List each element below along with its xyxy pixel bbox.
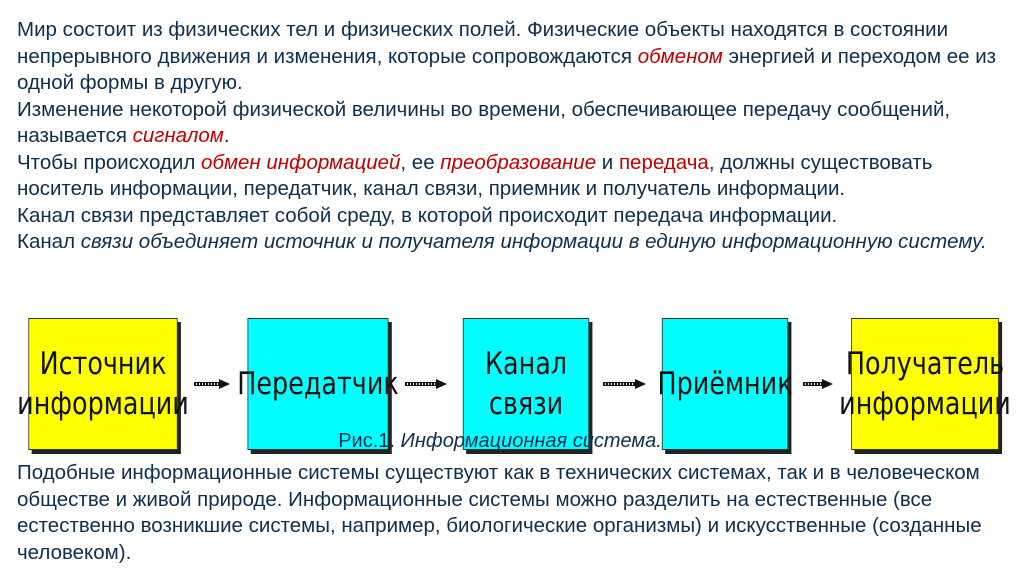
conclusion-text: Подобные информационные системы существуют как в технических системах, так и в человеческом обществе и живой природе. Информационные системы можно разделить на естественные (все естественно возникшие системы, например, биологические организмы) и искусственные (созданные человеком). bbox=[17, 461, 982, 564]
box-transmitter: Передатчик bbox=[247, 318, 388, 450]
paragraph-1: Мир состоит из физических тел и физических полей. Физические объекты находятся в состоянии непрерывного движения и изменения, которые сопровождаются обменом энергией и переходом ее из одной формы в другую. bbox=[17, 18, 997, 94]
highlight-signal: сигналом bbox=[132, 124, 224, 147]
paragraph-4: Канал связи представляет собой среду, в которой происходит передача информации. bbox=[17, 203, 838, 227]
arrow-head-icon bbox=[436, 379, 447, 389]
box-channel: Канал связи bbox=[463, 318, 589, 450]
highlight-transform: преобразование bbox=[440, 150, 597, 174]
figure-caption: Рис.1. Информационная система. bbox=[338, 430, 662, 452]
arrow-4 bbox=[803, 379, 833, 389]
box-recipient: Получатель информации bbox=[851, 318, 999, 450]
box-source: Источник информации bbox=[28, 318, 177, 450]
arrow-head-icon bbox=[822, 379, 833, 389]
arrow-1 bbox=[194, 379, 230, 389]
box-receiver: Приёмник bbox=[662, 318, 788, 450]
highlight-obmen: обменом bbox=[637, 44, 723, 68]
intro-text bbox=[17, 17, 1007, 256]
arrow-head-icon bbox=[635, 379, 646, 389]
paragraph-2: Изменение некоторой физической величины во времени, обеспечивающее передачу сообщений, называется сигналом. bbox=[17, 97, 951, 147]
paragraph-3: Чтобы происходил обмен информацией, ее преобразование и передача, должны существовать носитель информации, передатчик, канал связи, приемник и получатель информации. bbox=[17, 150, 933, 200]
paragraph-5: Канал связи объединяет источник и получателя информации в единую информационную систему. bbox=[17, 230, 987, 253]
arrow-head-icon bbox=[219, 379, 230, 389]
highlight-transfer: передача bbox=[618, 150, 709, 174]
arrow-2 bbox=[405, 379, 447, 389]
highlight-exchange: обмен информацией bbox=[201, 150, 401, 174]
arrow-3 bbox=[603, 379, 646, 389]
